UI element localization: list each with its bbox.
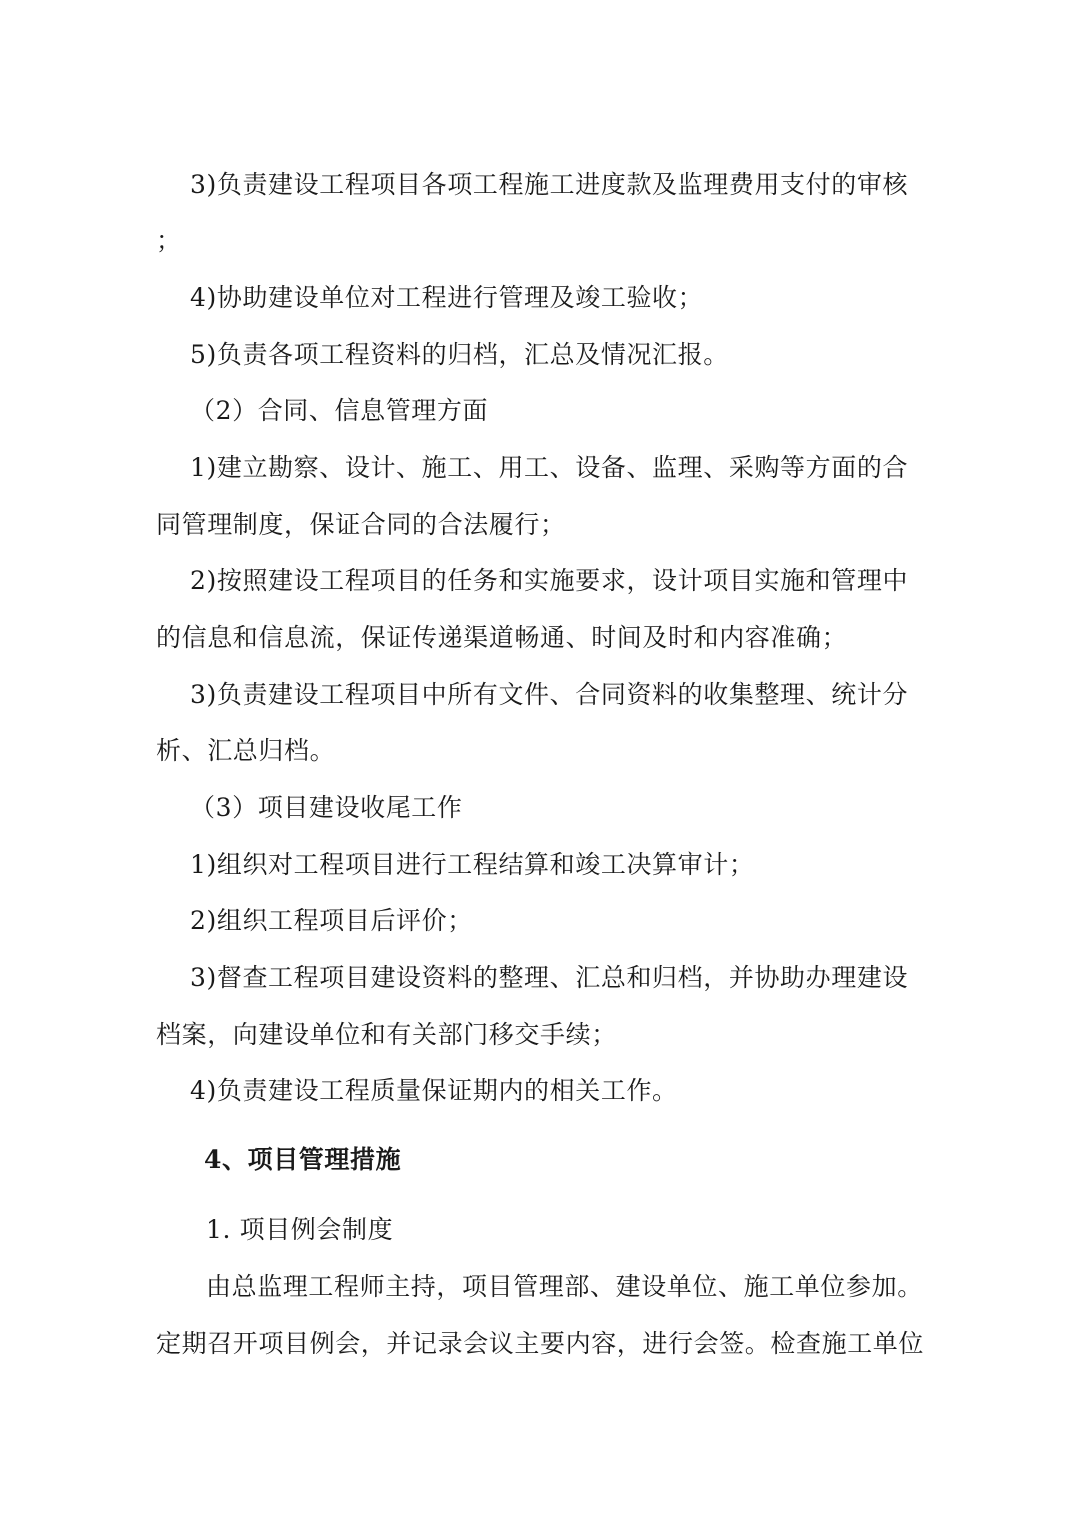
list-item-2-evaluation: 2)组织工程项目后评价； [190, 906, 473, 935]
list-item-4-warranty: 4)负责建设工程质量保证期内的相关工作。 [190, 1076, 678, 1105]
section-heading-management-measures: 4、项目管理措施 [204, 1145, 402, 1174]
subsection-heading-project-meetings: 1. 项目例会制度 [206, 1215, 394, 1244]
list-item-3-document-collection: 3)负责建设工程项目中所有文件、合同资料的收集整理、统计分 [190, 680, 909, 709]
list-item-1-continuation: 同管理制度，保证合同的合法履行； [156, 510, 566, 539]
list-item-1-audit: 1)组织对工程项目进行工程结算和竣工决算审计； [190, 850, 755, 879]
list-item-5-archive-report: 5)负责各项工程资料的归档，汇总及情况汇报。 [190, 340, 729, 369]
list-item-3-review-payments: 3)负责建设工程项目各项工程施工进度款及监理费用支付的审核 [190, 170, 909, 199]
list-item-1-contract-system: 1)建立勘察、设计、施工、用工、设备、监理、采购等方面的合 [190, 453, 909, 482]
list-item-2-continuation: 的信息和信息流，保证传递渠道畅通、时间及时和内容准确； [156, 623, 848, 652]
list-item-3-continuation-2: 析、汇总归档。 [156, 736, 336, 765]
paragraph-meetings-line-2: 定期召开项目例会，并记录会议主要内容，进行会签。检查施工单位 [156, 1329, 925, 1358]
list-item-3-continuation: ； [156, 226, 182, 255]
list-item-4-assist-acceptance: 4)协助建设单位对工程进行管理及竣工验收； [190, 283, 704, 312]
paragraph-meetings-line-1: 由总监理工程师主持，项目管理部、建设单位、施工单位参加。 [206, 1272, 923, 1301]
section-heading-contract-info: （2）合同、信息管理方面 [190, 396, 489, 425]
list-item-3-continuation-3: 档案，向建设单位和有关部门移交手续； [156, 1020, 617, 1049]
section-heading-closing-work: （3）项目建设收尾工作 [190, 793, 463, 822]
list-item-3-supervise-archives: 3)督查工程项目建设资料的整理、汇总和归档，并协助办理建设 [190, 963, 909, 992]
list-item-2-info-flow: 2)按照建设工程项目的任务和实施要求，设计项目实施和管理中 [190, 566, 909, 595]
